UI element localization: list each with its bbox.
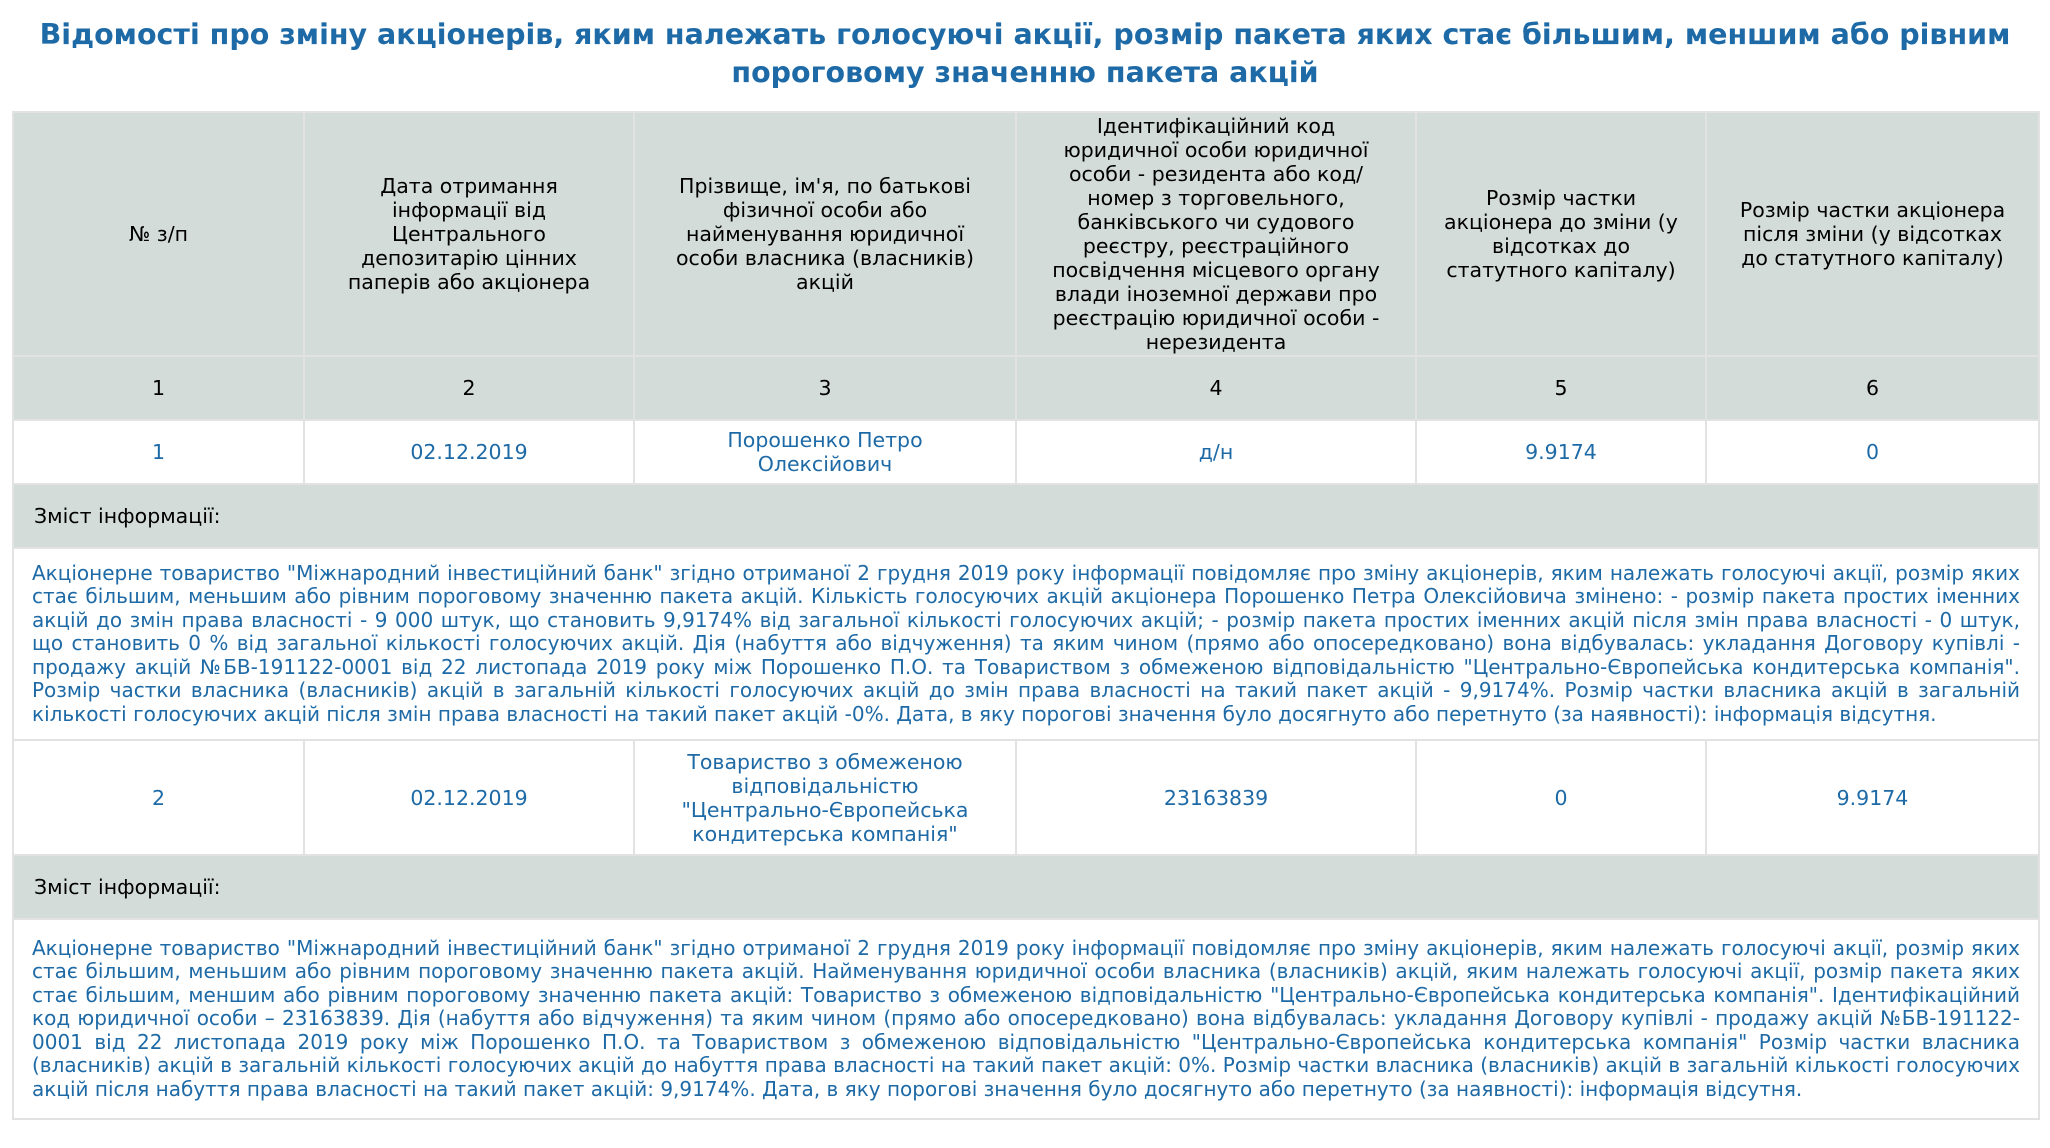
header-cell-share-before: Розмір частки акціонера до зміни (у відсотках до статутного капіталу) — [1416, 112, 1706, 356]
row-owner-name: Товариство з обмеженою відповідальністю "Центрально-Європейська кондитерська компанія" — [634, 740, 1016, 855]
column-number: 4 — [1016, 356, 1416, 420]
row-share-after: 0 — [1706, 420, 2039, 484]
header-cell-number: № з/п — [13, 112, 304, 356]
column-number-row — [13, 356, 2039, 420]
table-row — [13, 420, 2039, 484]
header-row — [13, 112, 2039, 356]
table-row — [13, 740, 2039, 855]
info-label: Зміст інформації: — [13, 484, 2039, 548]
shareholders-change-table — [12, 111, 2040, 1120]
info-label-row — [13, 855, 2039, 919]
row-id-code: д/н — [1016, 420, 1416, 484]
row-id-code: 23163839 — [1016, 740, 1416, 855]
column-number: 3 — [634, 356, 1016, 420]
column-number: 6 — [1706, 356, 2039, 420]
info-text-row — [13, 548, 2039, 740]
row-date: 02.12.2019 — [304, 420, 634, 484]
header-cell-share-after: Розмір частки акціонера після зміни (у відсотках до статутного капіталу) — [1706, 112, 2039, 356]
header-cell-id-code: Ідентифікаційний код юридичної особи юридичної особи - резидента або код/номер з торговельного, банківського чи судового реєстру, реєстраційного посвідчення місцевого органу влади іноземної держави про реєстрацію юридичної особи - нерезидента — [1016, 112, 1416, 356]
row-owner-name: Порошенко Петро Олексійович — [634, 420, 1016, 484]
row-share-before: 9.9174 — [1416, 420, 1706, 484]
column-number: 5 — [1416, 356, 1706, 420]
row-number: 2 — [13, 740, 304, 855]
info-label: Зміст інформації: — [13, 855, 2039, 919]
header-cell-owner-name: Прізвище, ім'я, по батькові фізичної особи або найменування юридичної особи власника (власників) акцій — [634, 112, 1016, 356]
info-label-row — [13, 484, 2039, 548]
info-text-row — [13, 919, 2039, 1119]
column-number: 2 — [304, 356, 634, 420]
row-share-before: 0 — [1416, 740, 1706, 855]
row-number: 1 — [13, 420, 304, 484]
row-date: 02.12.2019 — [304, 740, 634, 855]
row-share-after: 9.9174 — [1706, 740, 2039, 855]
column-number: 1 — [13, 356, 304, 420]
header-cell-date: Дата отримання інформації від Центрального депозитарію цінних паперів або акціонера — [304, 112, 634, 356]
info-text: Акціонерне товариство "Міжнародний інвестиційний банк" згідно отриманої 2 грудня 2019 року інформації повідомляє про зміну акціонерів, яким належать голосуючі акції, розмір яких стає більшим, меньшим або рівним пороговому значенню пакета акцій. Найменування юридичної особи власника (власників) акцій, яким належать голосуючі акції, розмір пакета яких стає більшим, меншим або рівним пороговому значенню пакета акцій: Товариство з обмеженою відповідальністю "Центрально-Європейська кондитерська компанія". Ідентифікаційний код юридичної особи – 23163839. Дія (набуття або відчуження) та яким чином (прямо або опосередковано) вона відбувалась: укладання Договору купівлі - продажу акцій №БВ-191122-0001 від 22 листопада 2019 року між Порошенко П.О. та Товариством з обмеженою відповідальністю "Центрально-Європейська кондитерська компанія" Розмір частки власника (власників) акцій в загальній кількості голосуючих акцій до набуття права власності на такий пакет акцій: 0%. Розмір частки власника (власників) акцій в загальній кількості голосуючих акцій після набуття права власності на такий пакет акцій: 9,9174%. Дата, в яку порогові значення було досягнуто або перетнуто (за наявності): інформація відсутня. — [13, 919, 2039, 1119]
page-title: Відомості про зміну акціонерів, яким належать голосуючі акції, розмір пакета яких стає більшим, меншим або рівним пороговому значенню пакета акцій — [39, 18, 2011, 89]
info-text: Акціонерне товариство "Міжнародний інвестиційний банк" згідно отриманої 2 грудня 2019 року інформації повідомляє про зміну акціонерів, яким належать голосуючі акції, розмір яких стає більшим, меньшим або рівним пороговому значенню пакета акцій. Кількість голосуючих акцій акціонера Порошенко Петра Олексійовича змінено: - розмір пакета простих іменних акцій до змін права власності - 9 000 штук, що становить 9,9174% від загальної кількості голосуючих акцій; - розмір пакета простих іменних акцій після змін права власності - 0 штук, що становить 0 % від загальної кількості голосуючих акцій. Дія (набуття або відчуження) та яким чином (прямо або опосередковано) вона відбувалась: укладання Договору купівлі - продажу акцій №БВ-191122-0001 від 22 листопада 2019 року між Порошенко П.О. та Товариством з обмеженою відповідальністю "Центрально-Європейська кондитерська компанія". Розмір частки власника (власників) акцій в загальній кількості голосуючих акцій до змін права власності на такий пакет акцій - 9,9174%. Розмір частки власника акцій в загальній кількості голосуючих акцій після змін права власності на такий пакет акцій -0%. Дата, в яку порогові значення було досягнуто або перетнуто (за наявності): інформація відсутня. — [13, 548, 2039, 740]
